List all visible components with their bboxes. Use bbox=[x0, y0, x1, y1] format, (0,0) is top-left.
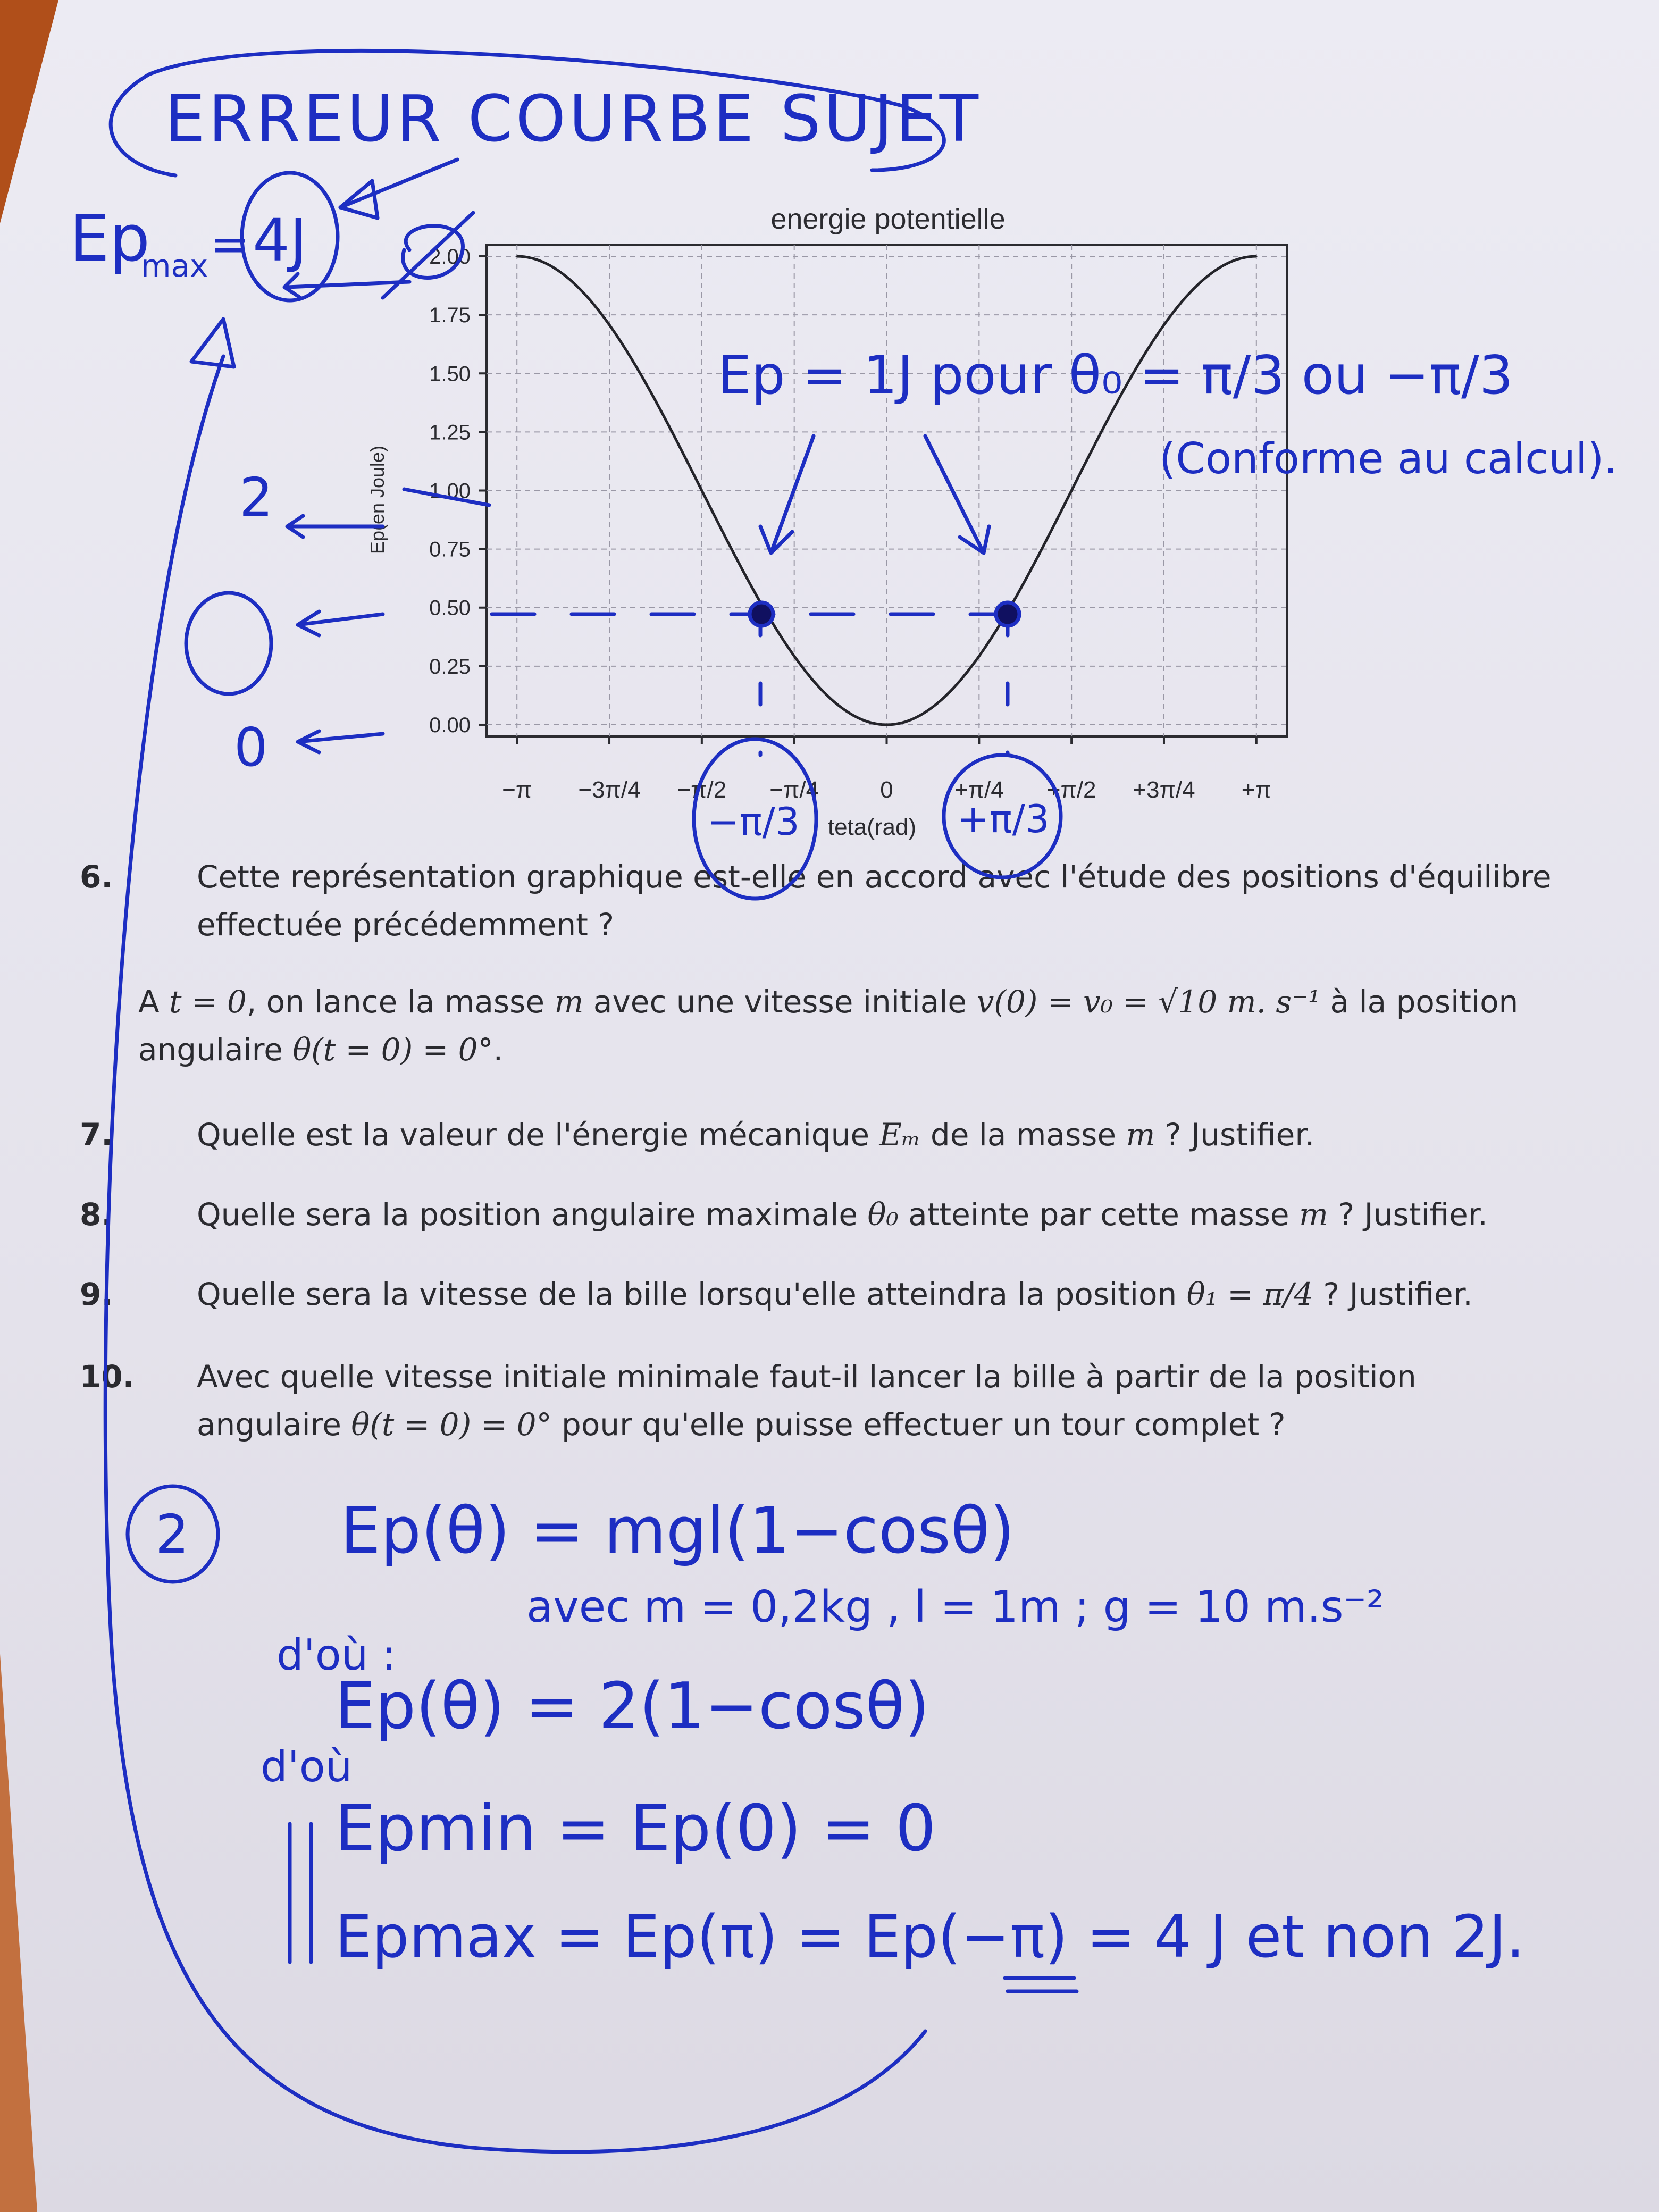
ep-max-value: 4J bbox=[253, 206, 307, 274]
y-tick-label: 1.50 bbox=[429, 362, 471, 386]
minus-pi-3: −π/3 bbox=[707, 799, 800, 844]
circle-1j bbox=[186, 593, 271, 694]
question-10-text-a: Avec quelle vitesse initiale minimale faut-il lancer la bille à partir de la position angulaire bbox=[197, 1359, 1417, 1443]
y-tick-label: 1.00 bbox=[429, 479, 471, 503]
solution-number: 2 bbox=[155, 1503, 189, 1565]
question-7-number: 7. bbox=[80, 1117, 113, 1153]
ep-note-confirm: (Conforme au calcul). bbox=[1159, 434, 1618, 483]
arrow-note-right bbox=[925, 436, 989, 553]
x-tick-label: −3π/4 bbox=[578, 777, 641, 803]
y-axis-label: Ep(en Joule) bbox=[366, 445, 388, 555]
x-tick-label: +π bbox=[1241, 777, 1271, 803]
y-tick-label: 1.75 bbox=[429, 304, 471, 328]
question-7-m: m bbox=[1126, 1117, 1155, 1153]
intersect-point-left bbox=[750, 602, 773, 626]
x-tick-label: 0 bbox=[880, 777, 893, 803]
plus-pi-3: +π/3 bbox=[957, 797, 1050, 841]
question-6-number: 6. bbox=[80, 859, 113, 895]
chart-title: energie potentielle bbox=[770, 203, 1006, 235]
x-tick-label: −π/4 bbox=[769, 777, 819, 803]
x-tick-label: +π/4 bbox=[954, 777, 1004, 803]
arrow-margin-1j bbox=[298, 611, 383, 635]
question-9-number: 9. bbox=[80, 1276, 113, 1312]
question-8-text-e: ? Justifier. bbox=[1328, 1196, 1488, 1233]
underline-joule bbox=[1005, 1978, 1077, 1991]
intro-t0: t = 0 bbox=[169, 984, 247, 1020]
big-left-bracket bbox=[80, 356, 925, 2152]
intersect-point-right bbox=[996, 602, 1019, 626]
solution-line-3: Ep(θ) = 2(1−cosθ) bbox=[335, 1670, 930, 1744]
arrow-up-head bbox=[191, 319, 234, 367]
arrow-to-4j bbox=[340, 160, 457, 207]
intro-m: m bbox=[554, 984, 584, 1020]
intro-velocity: v(0) = v₀ = √10 m. s⁻¹ bbox=[976, 984, 1321, 1020]
strike-200 bbox=[383, 213, 473, 298]
y-tick-label: 0.00 bbox=[429, 713, 471, 737]
question-7-text-c: de la masse bbox=[920, 1117, 1126, 1153]
question-8-number: 8. bbox=[80, 1196, 113, 1233]
question-10-text-c: pour qu'elle puisse effectuer un tour complet ? bbox=[551, 1406, 1286, 1443]
ep-max-label: Ep bbox=[69, 202, 150, 276]
question-8-text-a: Quelle sera la position angulaire maximale bbox=[197, 1196, 868, 1233]
arrow-margin-2 bbox=[287, 516, 383, 537]
y-tick-label: 0.75 bbox=[429, 538, 471, 562]
intro-a: A bbox=[138, 984, 170, 1020]
ep-max-eq: = bbox=[210, 216, 250, 272]
x-tick-label: +π/2 bbox=[1046, 777, 1096, 803]
solution-line-1: Ep(θ) = mgl(1−cosθ) bbox=[340, 1494, 1015, 1568]
x-tick-label: −π/2 bbox=[677, 777, 727, 803]
arrow-from-200 bbox=[284, 274, 409, 298]
question-10-angle: θ(t = 0) = 0° bbox=[351, 1406, 552, 1443]
question-9-theta1: θ₁ = π/4 bbox=[1186, 1276, 1313, 1312]
y-tick-label: 2.00 bbox=[429, 245, 471, 269]
y-tick-label: 0.50 bbox=[429, 596, 471, 620]
double-bar bbox=[290, 1824, 311, 1962]
question-6-text: Cette représentation graphique est-elle en accord avec l'étude des positions d'équilibre effectuée précédemment ? bbox=[197, 859, 1552, 943]
question-7-text-a: Quelle est la valeur de l'énergie mécanique bbox=[197, 1117, 879, 1153]
margin-2: 2 bbox=[239, 466, 273, 529]
question-9-text-a: Quelle sera la vitesse de la bille lorsqu'elle atteindra la position bbox=[197, 1276, 1187, 1312]
intro-i: . bbox=[493, 1031, 504, 1068]
x-tick-label: −π bbox=[502, 777, 532, 803]
arrow-margin-0 bbox=[298, 731, 383, 752]
question-7-em: Eₘ bbox=[879, 1117, 921, 1153]
solution-dou-2: d'où bbox=[261, 1742, 353, 1791]
question-9-text-c: ? Justifier. bbox=[1313, 1276, 1473, 1312]
question-10-number: 10. bbox=[80, 1359, 135, 1395]
intro-c: , on lance la masse bbox=[246, 984, 555, 1020]
question-8-text-c: atteinte par cette masse bbox=[898, 1196, 1299, 1233]
intro-e: avec une vitesse initiale bbox=[583, 984, 977, 1020]
header-text: ERREUR COURBE SUJET bbox=[165, 82, 982, 156]
solution-line-5: Epmax = Ep(π) = Ep(−π) = 4 J et non 2J. bbox=[335, 1903, 1525, 1971]
solution-dou-1: d'où : bbox=[276, 1630, 396, 1680]
solution-line-2: avec m = 0,2kg , l = 1m ; g = 10 m.s⁻² bbox=[526, 1582, 1384, 1632]
intro-g: à la position angulaire bbox=[138, 984, 1519, 1068]
question-8-m: m bbox=[1299, 1196, 1328, 1233]
intro-angle: θ(t = 0) = 0° bbox=[292, 1031, 493, 1068]
arrow-note-left bbox=[760, 436, 814, 553]
question-7-text-e: ? Justifier. bbox=[1155, 1117, 1315, 1153]
y-tick-label: 0.25 bbox=[429, 655, 471, 678]
strike-100 bbox=[404, 489, 489, 505]
question-8-theta0: θ₀ bbox=[867, 1196, 899, 1233]
ep-max-sub: max bbox=[141, 248, 208, 284]
y-tick-label: 1.25 bbox=[429, 421, 471, 445]
solution-line-4: Epmin = Ep(0) = 0 bbox=[335, 1792, 936, 1866]
ep-note-main: Ep = 1J pour θ₀ = π/3 ou −π/3 bbox=[718, 344, 1513, 406]
x-tick-label: +3π/4 bbox=[1133, 777, 1195, 803]
x-axis-label: teta(rad) bbox=[827, 814, 917, 840]
margin-0: 0 bbox=[234, 716, 268, 778]
